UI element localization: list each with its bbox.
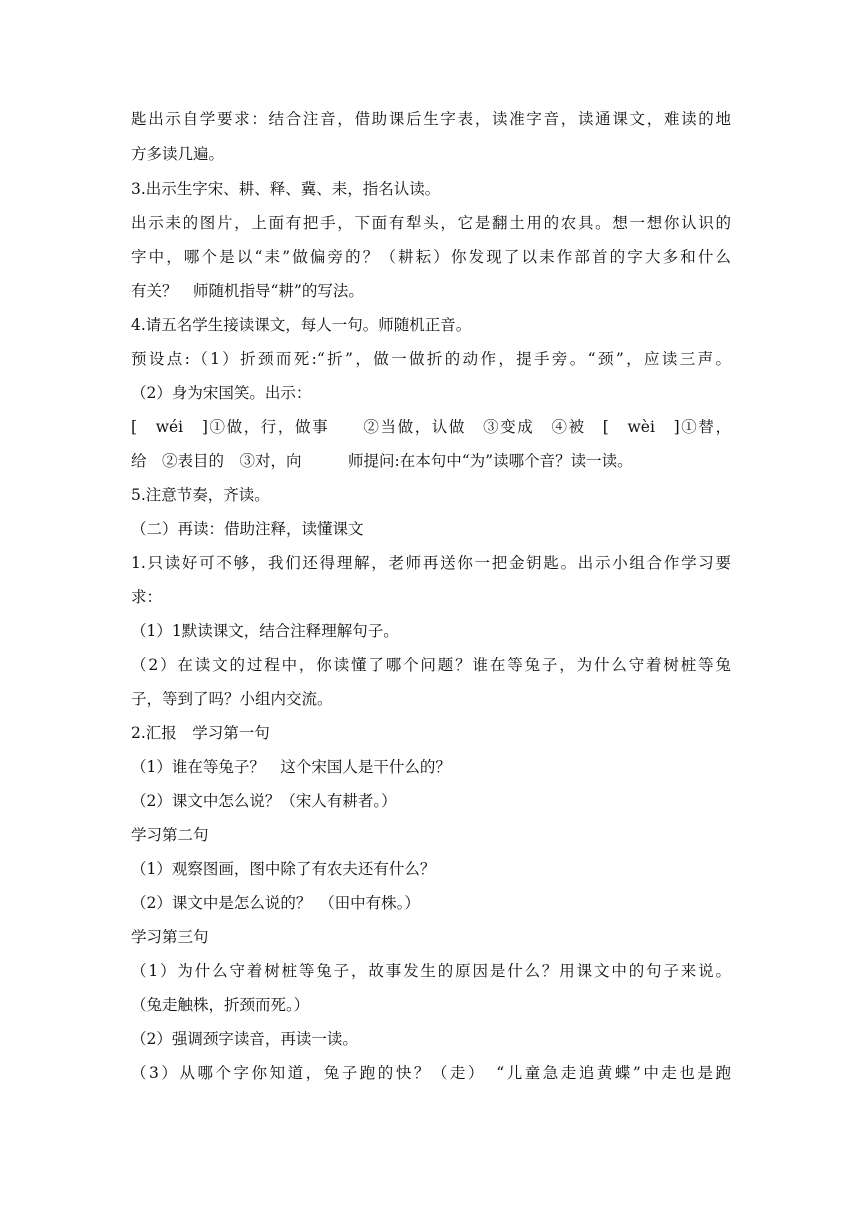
text-line: 有关？ 师随机指导“耕”的写法。 <box>131 282 364 300</box>
text-line: （1）观察图画，图中除了有农夫还有什么？ <box>131 860 436 878</box>
text-line: 4.请五名学生接读课文，每人一句。师随机正音。 <box>131 316 472 334</box>
text-line: （2）在读文的过程中，你读懂了哪个问题？谁在等兔子，为什么守着树桩等兔 <box>131 656 731 674</box>
text-line: 方多读几遍。 <box>131 145 225 163</box>
text-line: 学习第二句 <box>131 826 209 844</box>
text-line: 出示耒的图片，上面有把手，下面有犁头，它是翻土用的农具。想一想你认识的 <box>131 214 731 232</box>
text-line: 5.注意节奏，齐读。 <box>131 486 270 504</box>
text-line: （兔走触株，折颈而死。） <box>131 996 310 1014</box>
text-line: 匙出示自学要求：结合注音，借助课后生字表，读准字音，读通课文，难读的地 <box>131 110 731 128</box>
text-line: （2）强调颈字读音，再读一读。 <box>131 1030 358 1048</box>
text-line: 预设点:（1）折颈而死:“折”，做一做折的动作，提手旁。“颈”，应读三声。 <box>131 350 731 368</box>
text-line: （1）为什么守着树桩等兔子，故事发生的原因是什么？用课文中的句子来说。 <box>131 962 731 980</box>
text-line: 求： <box>131 588 163 606</box>
text-line: 2.汇报 学习第一句 <box>131 724 270 742</box>
text-line: 给 ②表目的 ③对，向 师提问:在本句中“为”读哪个音？读一读。 <box>131 452 633 470</box>
text-line: （2）身为宋国笑。出示： <box>131 384 312 402</box>
text-line: [ wéi ]①做，行，做事 ②当做，认做 ③变成 ④被 [ wèi ]①替， <box>131 418 731 436</box>
text-line: 字中，哪个是以“耒”做偏旁的？（耕耘）你发现了以耒作部首的字大多和什么 <box>131 248 731 266</box>
text-line: （1）谁在等兔子？ 这个宋国人是干什么的？ <box>131 758 451 776</box>
text-line: 1.只读好可不够，我们还得理解，老师再送你一把金钥匙。出示小组合作学习要 <box>131 554 731 572</box>
text-line: （1）1默读课文，结合注释理解句子。 <box>131 622 399 640</box>
text-line: （2）课文中是怎么说的？ （田中有株。） <box>131 894 420 912</box>
text-line: （2）课文中怎么说？（宋人有耕者。） <box>131 792 397 810</box>
text-line: 学习第三句 <box>131 928 209 946</box>
text-line: 子，等到了吗？小组内交流。 <box>131 690 333 708</box>
text-line: 3.出示生字宋、耕、释、冀、耒，指名认读。 <box>131 180 441 198</box>
text-line: （3）从哪个字你知道，兔子跑的快？（走） “儿童急走追黄蝶”中走也是跑 <box>131 1064 731 1082</box>
section-heading: （二）再读：借助注释，读懂课文 <box>131 520 364 538</box>
